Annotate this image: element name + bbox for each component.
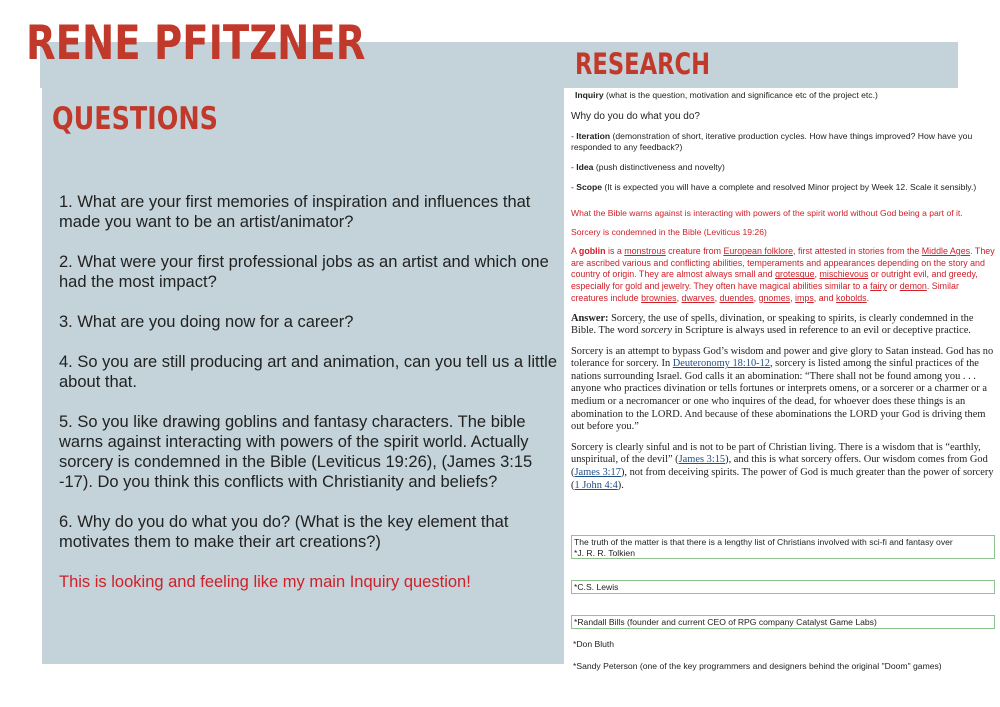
christians-intro-text: The truth of the matter is that there is a lengthy list of Christians involved with sci-fi and fantasy over [574,537,953,547]
sorcery-paragraph: Sorcery is an attempt to bypass God’s wisdom and power and give glory to Satan instead. God has no tolerance for sorcery. In Deuteronomy 18:10-12, sorcery is listed among the sinful practices of the nations surrounding Israel. God calls it an abomination: “There shall not be found among you . . . anyone who practices divination or tells fortunes or interprets omens, or a sorcerer or a charmer or a medium or a necromancer or one who inquires of the dead, for whoever does these things is an abomination to the LORD. And because of these abominations the LORD your God is driving them out before you.” [571,345,994,433]
deuteronomy-link[interactable]: Deuteronomy 18:10-12 [672,358,770,370]
question-2: 2. What were your first professional jobs as an artist and which one had the most impact? [59,253,549,291]
answer-paragraph: Answer: Sorcery, the use of spells, divination, or speaking to spirits, is clearly condemned in the Bible. The word sorcery in Scripture is always used in reference to an evil or deceptive practice. [571,312,974,337]
question-6: 6. Why do you do what you do? (What is the key element that motivates them to make their art creations?) [59,513,509,551]
why-line: Why do you do what you do? [571,111,700,122]
bible-warning: What the Bible warns against is interacting with powers of the spirit world without God being a part of it. [571,208,963,218]
question-3: 3. What are you doing now for a career? [59,313,354,331]
research-column [571,90,997,492]
inquiry-line: Inquiry (what is the question, motivation and significance etc of the project etc.) [575,90,878,100]
iteration-line: - Iteration (demonstration of short, iterative production cycles. How have things improved? How have you responded to any feedback?) [571,131,973,152]
lewis-entry: *C.S. Lewis [574,582,619,592]
goblin-definition: A goblin is a monstrous creature from European folklore, first attested in stories from the Middle Ages. They are ascribed various and conflicting abilities, temperaments and appearances depending on the story and country of origin. They are almost always small and grotesque, mischievous or outright evil, and greedy, especially for gold and jewelry. They often have magical abilities similar to a fairy or demon. Similar creatures include brownies, dwarves, duendes, gnomes, imps, and kobolds. [571,246,995,303]
sorcery-condemned: Sorcery is condemned in the Bible (Leviticus 19:26) [571,227,767,237]
idea-line: - Idea (push distinctiveness and novelty) [571,162,725,172]
lewis-box [571,580,995,594]
research-heading: RESEARCH [575,47,711,81]
wisdom-paragraph: Sorcery is clearly sinful and is not to be part of Christian living. There is a wisdom that is “earthly, unspiritual, of the devil” (James 3:15), and this is what sorcery offers. Our wisdom comes from God (James 3:17), not from deceiving spirits. The power of God is much greater than the power of sorcery (1 John 4:4). [571,441,994,491]
questions-heading: QUESTIONS [52,101,218,137]
scope-line: - Scope (It is expected you will have a complete and resolved Minor project by Week 12. Scale it sensibly.) [571,182,977,192]
artist-name: RENE PFITZNER [26,16,366,71]
peterson-entry: *Sandy Peterson (one of the key programmers and designers behind the original "Doom" games) [573,661,942,671]
christians-intro-box [571,535,995,559]
question-list [59,192,559,592]
question-1: 1. What are your first memories of inspiration and influences that made you want to be an artist/animator? [59,193,531,231]
main-inquiry-note: This is looking and feeling like my main Inquiry question! [59,573,471,591]
bills-entry: *Randall Bills (founder and current CEO of RPG company Catalyst Game Labs) [574,617,877,627]
james-3-15-link[interactable]: James 3:15 [678,454,726,466]
john-4-4-link[interactable]: 1 John 4:4 [574,479,618,491]
bluth-entry: *Don Bluth [573,639,615,649]
bills-box [571,615,995,629]
james-3-17-link[interactable]: James 3:17 [574,467,621,479]
question-5: 5. So you like drawing goblins and fantasy characters. The bible warns against interacting with powers of the spirit world. Actually sorcery is condemned in the Bible (Leviticus 19:26), (James 3:15 -17). Do you think this conflicts with Christianity and beliefs? [59,413,533,491]
tolkien-entry: *J. R. R. Tolkien [574,548,635,558]
question-4: 4. So you are still producing art and animation, can you tell us a little about that. [59,353,558,391]
